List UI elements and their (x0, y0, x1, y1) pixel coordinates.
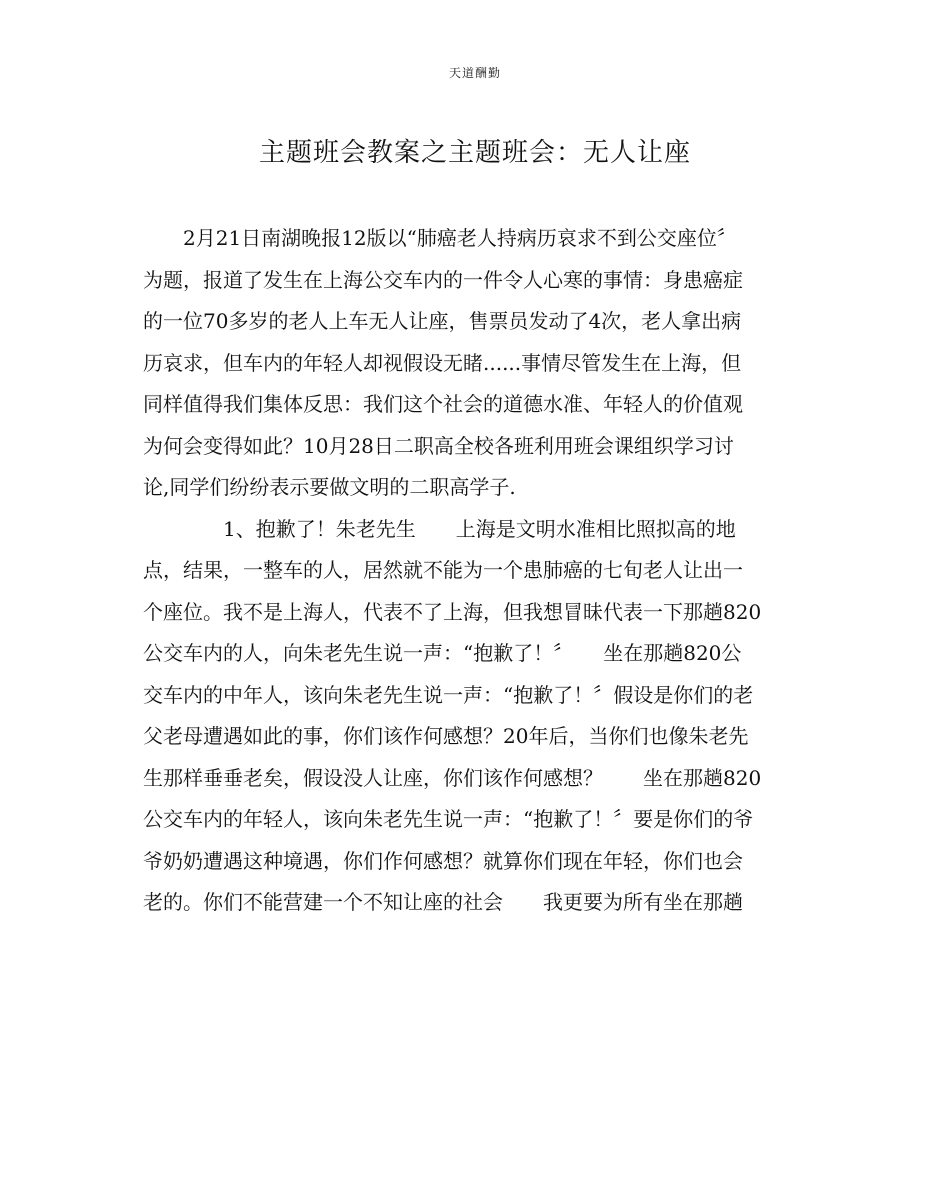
body-line: 公交车内的年轻人，该向朱老先生说一声：“抱歉了！〞要是你们的爷 (143, 807, 754, 831)
body-line: 交车内的中年人，该向朱老先生说一声：“抱歉了！〞假设是你们的老 (143, 682, 754, 707)
page-header: 天道酬勤 (448, 66, 501, 80)
body-line: 同样值得我们集体反思：我们这个社会的道德水准、年轻人的价值观 (143, 392, 743, 416)
body-line: 为何会变得如此？10月28日二职高全校各班利用班会课组织学习讨 (143, 433, 734, 458)
document-body (143, 218, 813, 924)
body-line: 生那样垂垂老矣，假设没人让座，你们该作何感想？ 坐在那趟820 (143, 765, 762, 790)
body-line: 老的。你们不能营建一个不知让座的社会 我更要为所有坐在那趟 (143, 890, 743, 914)
body-line: 1、抱歉了！朱老先生 上海是文明水准相比照拟高的地 (143, 516, 736, 541)
body-line: 为题，报道了发生在上海公交车内的一件令人心寒的事情：身患癌症 (143, 267, 743, 292)
body-line: 2月21日南湖晚报12版以“肺癌老人持病历哀求不到公交座位〞 (143, 226, 737, 250)
body-line: 的一位70多岁的老人上车无人让座，售票员发动了4次，老人拿出病 (143, 309, 742, 333)
body-line: 点，结果，一整车的人，居然就不能为一个患肺癌的七旬老人让出一 (143, 558, 743, 582)
body-line: 公交车内的人，向朱老先生说一声：“抱歉了！〞 坐在那趟820公 (143, 641, 742, 665)
document-title: 主题班会教案之主题班会：无人让座 (258, 138, 691, 168)
body-line: 父老母遭遇如此的事，你们该作何感想？20年后，当你们也像朱老先 (143, 724, 749, 748)
body-line: 历哀求，但车内的年轻人却视假设无睹......事情尽管发生在上海，但 (143, 350, 742, 375)
body-line: 论,同学们纷纷表示要做文明的二职高学子. (143, 475, 516, 499)
body-line: 爷奶奶遭遇这种境遇，你们作何感想？就算你们现在年轻，你们也会 (143, 848, 743, 873)
body-line: 个座位。我不是上海人，代表不了上海，但我想冒昧代表一下那趟820 (143, 599, 762, 624)
